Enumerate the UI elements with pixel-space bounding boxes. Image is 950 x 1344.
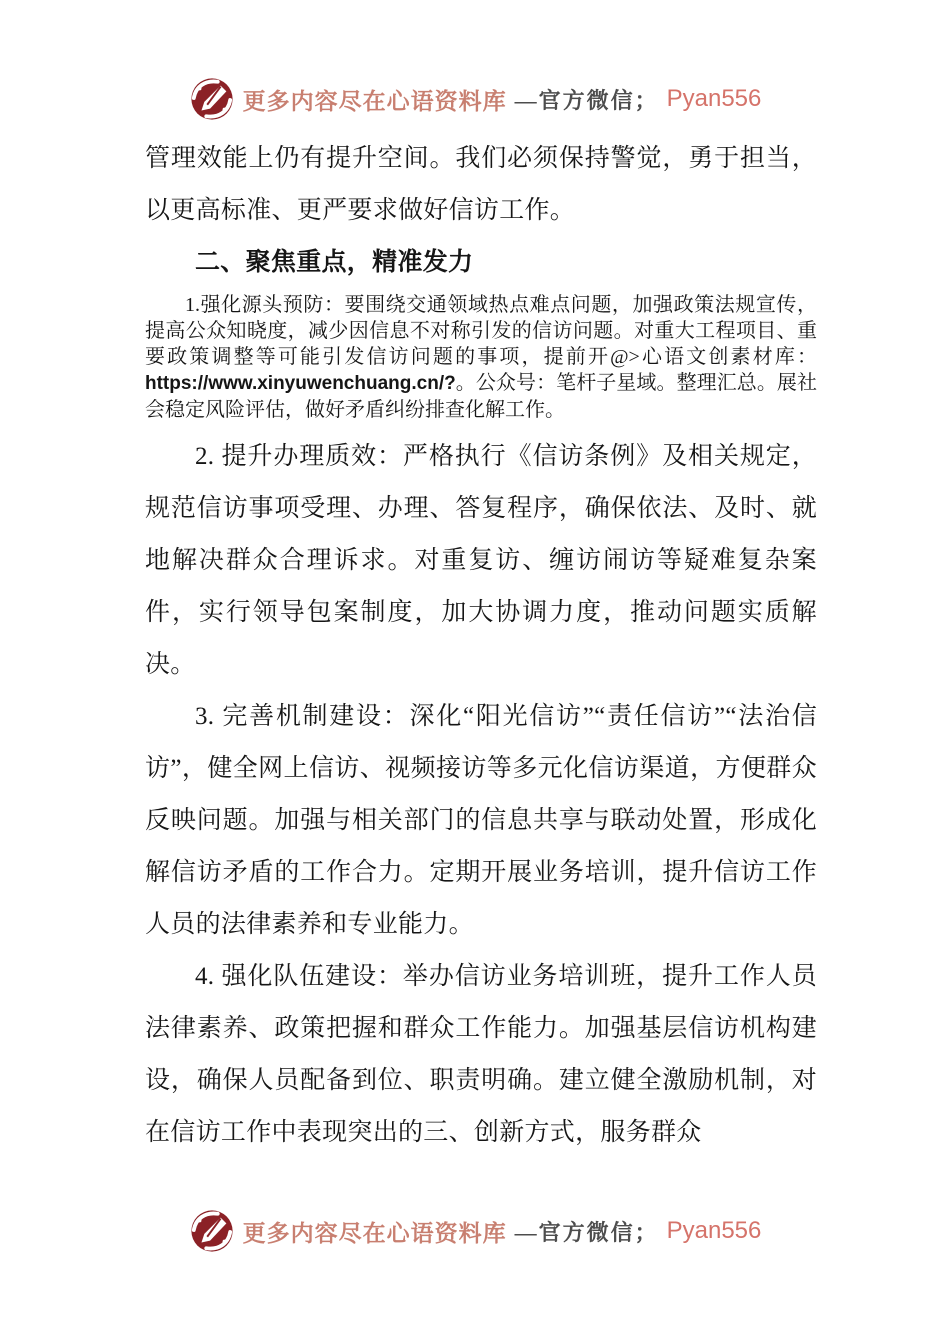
brand-wechat-id: Pyan556 bbox=[666, 1217, 762, 1244]
header-brandbar bbox=[0, 76, 950, 122]
paragraph-item4: 4. 强化队伍建设：举办信访业务培训班，提升工作人员法律素养、政策把握和群众工作能力。加强基层信访机构建设，确保人员配备到位、职责明确。建立健全激励机制，对在信访工作中表现突出的三、创新方式，服务群众 bbox=[145, 963, 817, 1146]
brand-wechat-id: Pyan556 bbox=[666, 85, 762, 112]
document-content bbox=[145, 133, 817, 1159]
brand-slogan: 更多内容尽在心语资料库 bbox=[242, 1220, 507, 1246]
paragraph-item1 bbox=[145, 292, 817, 423]
footer-brandbar bbox=[0, 1208, 950, 1254]
brand-wechat-label: —官方微信； bbox=[514, 1219, 659, 1245]
brand-logo-icon bbox=[189, 1208, 235, 1254]
brand-wechat-label: —官方微信； bbox=[514, 87, 659, 113]
section-heading: 二、聚焦重点，精准发力 bbox=[195, 249, 474, 276]
item1-tail-text: 。公众号：笔杆子星域。整理汇总。展社会稳定风险评估，做好矛盾纠纷排查化解工作。 bbox=[145, 372, 817, 421]
item1-lead-text: 1.强化源头预防：要围绕交通领域热点难点问题，加强政策法规宣传，提高公众知晓度，减少因信息不对称引发的信访问题。对重大工程项目、重要政策调整等可能引发信访问题的事项，提前开@>心语文创素材库： bbox=[145, 294, 817, 368]
brand-logo-icon bbox=[189, 76, 235, 122]
paragraph-item3: 3. 完善机制建设：深化“阳光信访”“责任信访”“法治信访”，健全网上信访、视频接访等多元化信访渠道，方便群众反映问题。加强与相关部门的信息共享与联动处置，形成化解信访矛盾的工作合力。定期开展业务培训，提升信访工作人员的法律素养和专业能力。 bbox=[145, 703, 817, 938]
paragraph-intro: 管理效能上仍有提升空间。我们必须保持警觉，勇于担当，以更高标准、更严要求做好信访工作。 bbox=[145, 145, 817, 224]
item1-url-text: https://www.xinyuwenchuang.cn/? bbox=[145, 373, 456, 394]
brand-slogan: 更多内容尽在心语资料库 bbox=[242, 88, 507, 114]
paragraph-item2: 2. 提升办理质效：严格执行《信访条例》及相关规定，规范信访事项受理、办理、答复程序，确保依法、及时、就地解决群众合理诉求。对重复访、缠访闹访等疑难复杂案件，实行领导包案制度，加大协调力度，推动问题实质解决。 bbox=[145, 443, 817, 678]
